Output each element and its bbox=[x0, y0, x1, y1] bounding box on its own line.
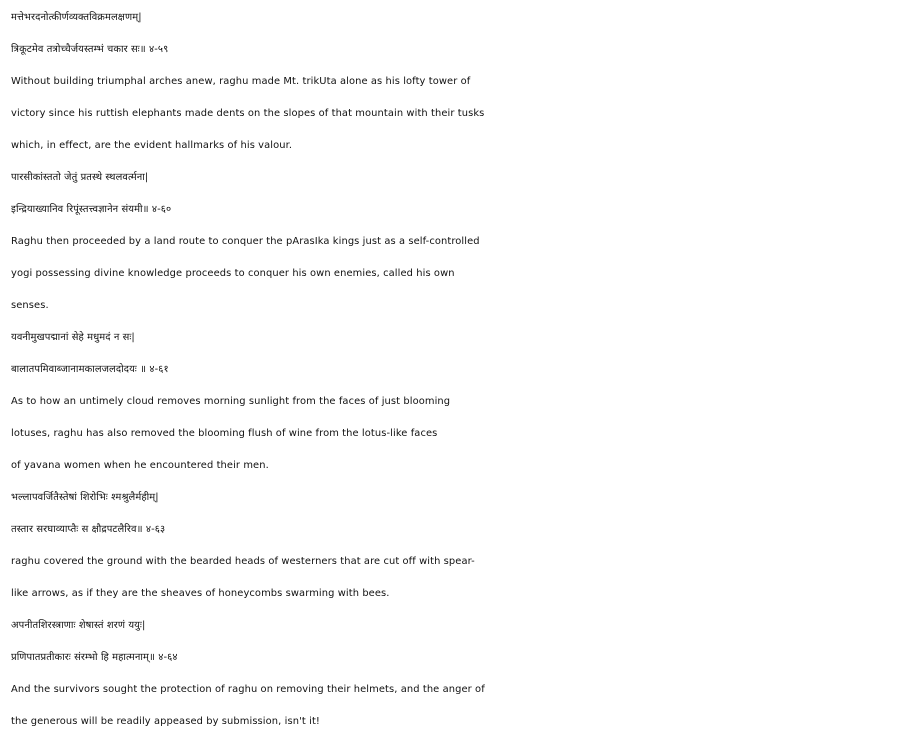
translation-line: raghu covered the ground with the bearded heads of westerners that are cut off with spear- bbox=[11, 556, 475, 567]
sanskrit-line: अपनीतशिरस्त्राणाः शेषास्तं शरणं ययुः| bbox=[11, 620, 146, 631]
sanskrit-line: भल्लापवर्जितैस्तेषां शिरोभिः श्मश्रुलैर्महीम्| bbox=[11, 492, 159, 503]
translation-line: like arrows, as if they are the sheaves of honeycombs swarming with bees. bbox=[11, 588, 390, 599]
sanskrit-line: बालातपमिवाब्जानामकालजलदोदयः ॥ ४-६१ bbox=[11, 364, 169, 375]
translation-line: lotuses, raghu has also removed the blooming flush of wine from the lotus-like faces bbox=[11, 428, 438, 439]
sanskrit-line: मत्तेभरदनोत्कीर्णव्यक्तविक्रमलक्षणम्| bbox=[11, 12, 142, 23]
translation-line: And the survivors sought the protection of raghu on removing their helmets, and the anger of bbox=[11, 684, 485, 695]
translation-line: of yavana women when he encountered their men. bbox=[11, 460, 269, 471]
translation-line: Raghu then proceeded by a land route to conquer the pArasIka kings just as a self-controlled bbox=[11, 236, 480, 247]
translation-line: yogi possessing divine knowledge proceeds to conquer his own enemies, called his own bbox=[11, 268, 455, 279]
translation-line: which, in effect, are the evident hallmarks of his valour. bbox=[11, 140, 293, 151]
sanskrit-line: इन्द्रियाख्यानिव रिपूंस्तत्त्वज्ञानेन संयमी॥ ४-६० bbox=[11, 204, 172, 215]
sanskrit-line: तस्तार सरघाव्याप्तैः स क्षौद्रपटलैरिव॥ ४-६३ bbox=[11, 524, 166, 535]
translation-line: As to how an untimely cloud removes morning sunlight from the faces of just blooming bbox=[11, 396, 451, 407]
sanskrit-line: यवनीमुखपद्मानां सेहे मधुमदं न सः| bbox=[11, 332, 135, 343]
sanskrit-line: प्रणिपातप्रतीकारः संरम्भो हि महात्मनाम्॥ ४-६४ bbox=[11, 652, 178, 663]
sanskrit-line: त्रिकूटमेव तत्रोच्चैर्जयस्तम्भं चकार सः॥ ४-५९ bbox=[11, 44, 169, 55]
document-body bbox=[11, 2, 891, 738]
translation-line: senses. bbox=[11, 300, 49, 311]
translation-line: victory since his ruttish elephants made dents on the slopes of that mountain with their tusks bbox=[11, 108, 485, 119]
translation-line: the generous will be readily appeased by submission, isn't it! bbox=[11, 716, 320, 727]
translation-line: Without building triumphal arches anew, raghu made Mt. trikUta alone as his lofty tower of bbox=[11, 76, 471, 87]
sanskrit-line: पारसीकांस्ततो जेतुं प्रतस्थे स्थलवर्त्मना| bbox=[11, 172, 149, 183]
